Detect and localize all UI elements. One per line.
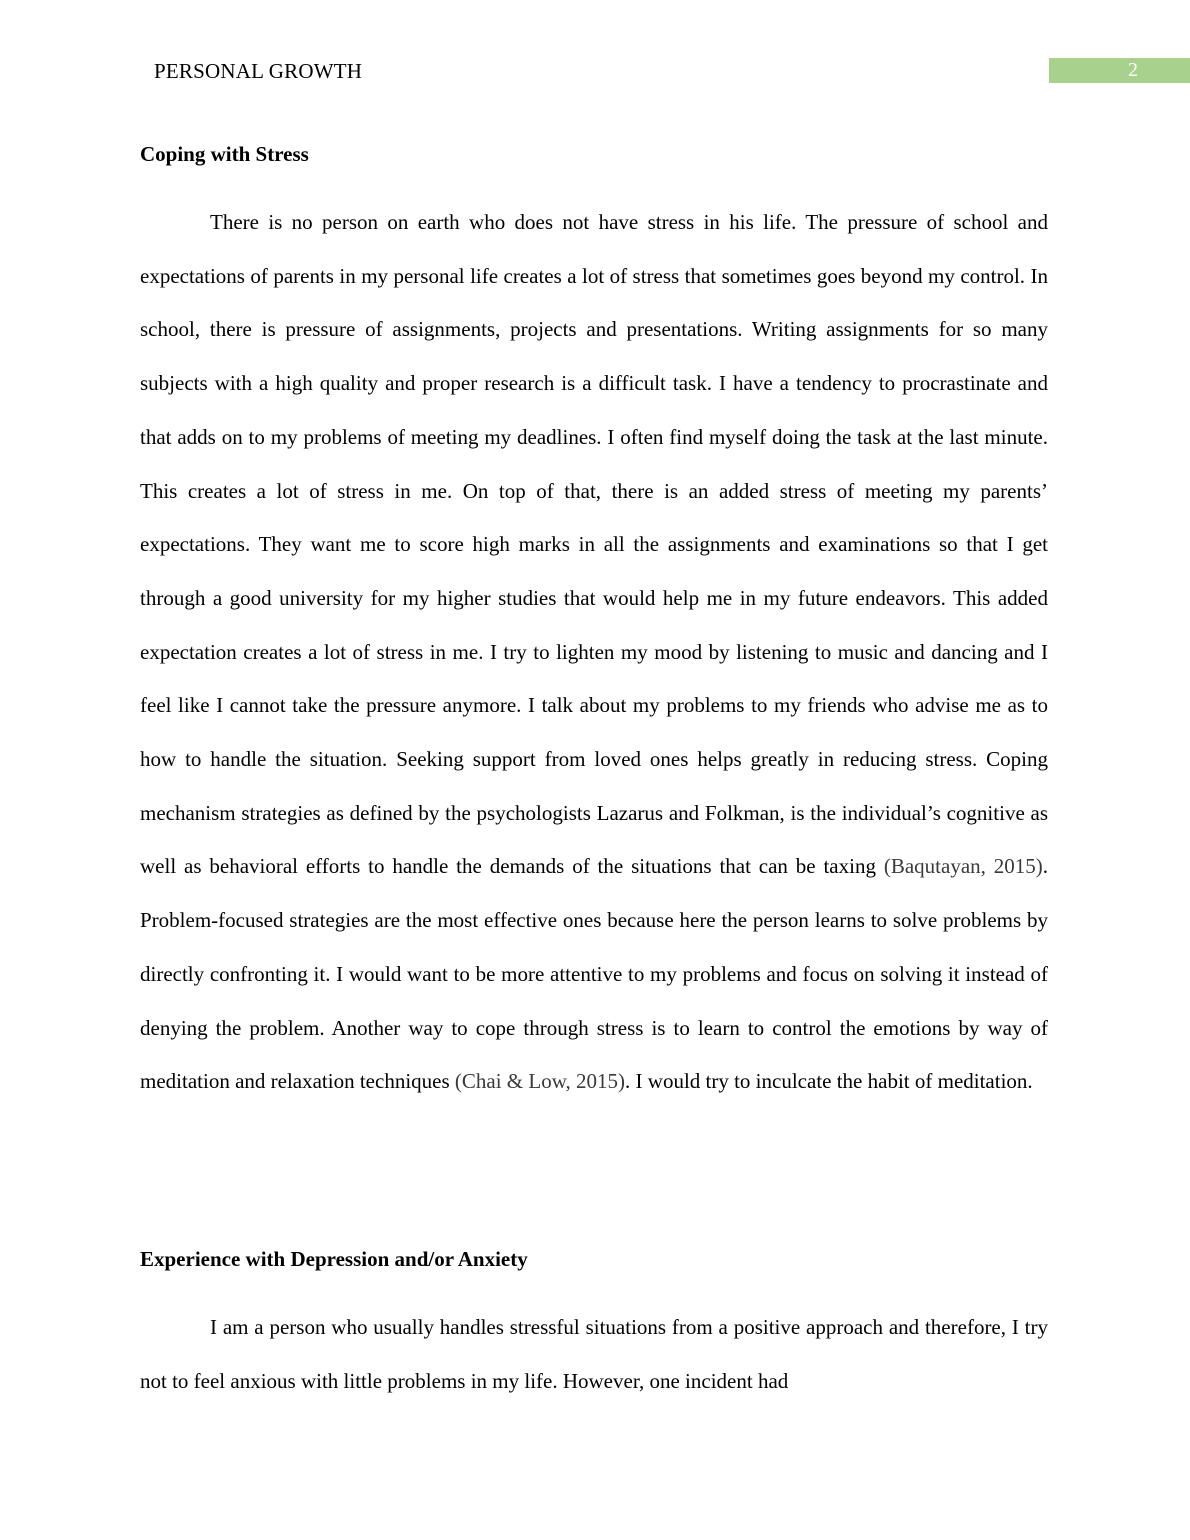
section-heading-coping-stress: Coping with Stress [140,142,309,166]
citation-chai-low: (Chai & Low, 2015) [454,1069,626,1094]
citation-baqutayan: (Baqutayan, 2015) [883,854,1043,879]
paragraph-coping-stress [140,196,1048,1109]
page-number-badge [1049,58,1190,83]
running-head: PERSONAL GROWTH [154,59,363,83]
paragraph-text: . I would try to inculcate the habit of meditation. [625,1069,1033,1094]
paragraph-depression-anxiety: I am a person who usually handles stressful situations from a positive approach and therefore, I try not to feel anxious with little problems in my life. However, one incident had [140,1315,1048,1393]
page-number: 2 [1128,59,1138,81]
paragraph-text: . Problem-focused strategies are the most effective ones because here the person learns to solve problems by directly confronting it. I would want to be more attentive to my problems and focus on solving it instead of denying the problem. Another way to cope through stress is to learn to control the emotions by way of meditation and relaxation techniques [140,854,1048,1094]
paragraph-text: There is no person on earth who does not have stress in his life. The pressure of school and expectations of parents in my personal life creates a lot of stress that sometimes goes beyond my control. In school, there is pressure of assignments, projects and presentations. Writing assignments for so many subjects with a high quality and proper research is a difficult task. I have a tendency to procrastinate and that adds on to my problems of meeting my deadlines. I often find myself doing the task at the last minute. This creates a lot of stress in me. On top of that, there is an added stress of meeting my parents’ expectations. They want me to score high marks in all the assignments and examinations so that I get through a good university for my higher studies that would help me in my future endeavors. This added expectation creates a lot of stress in me. I try to lighten my mood by listening to music and dancing and I feel like I cannot take the pressure anymore. I talk about my problems to my friends who advise me as to how to handle the situation. Seeking support from loved ones helps greatly in reducing stress. Coping mechanism strategies as defined by the psychologists Lazarus and Folkman, is the individual’s cognitive as well as behavioral efforts to handle the demands of the situations that can be taxing [140,210,1048,879]
section-heading-depression-anxiety: Experience with Depression and/or Anxiety [140,1247,528,1271]
